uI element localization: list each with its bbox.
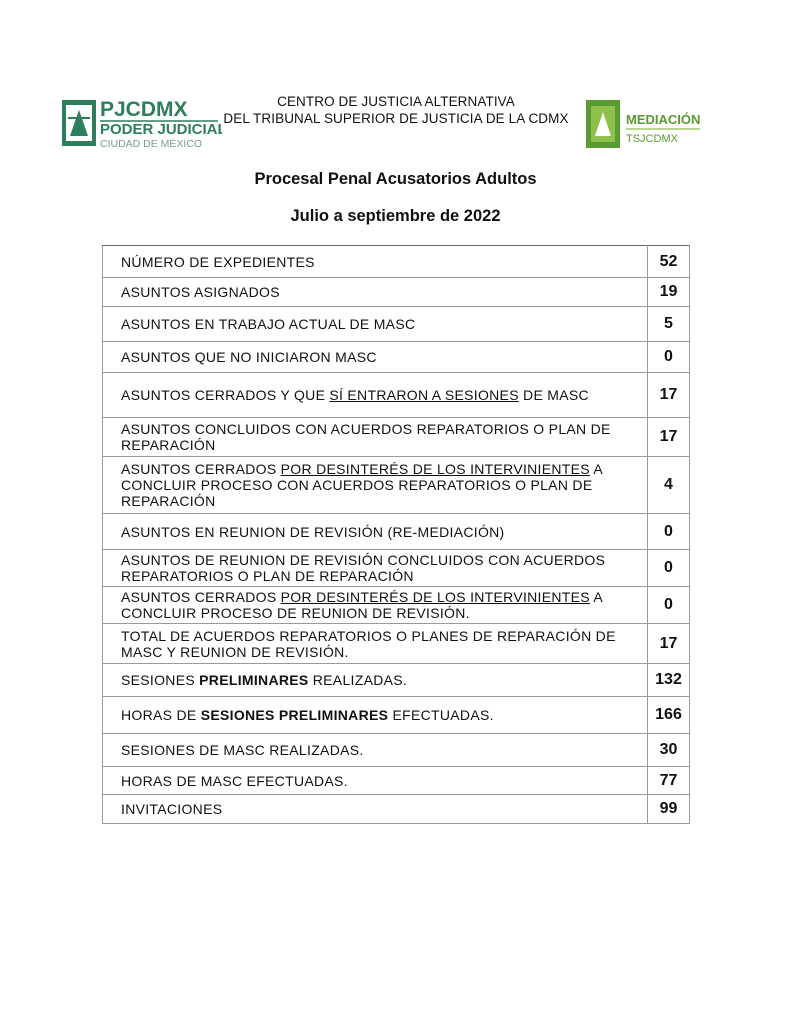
table-row <box>103 587 690 624</box>
table-row <box>103 246 690 278</box>
table-row <box>103 373 690 418</box>
row-label-part: ASUNTOS DE REUNION DE REVISIÓN CONCLUIDOS CON ACUERDOS REPARATORIOS O PLAN DE REPARACIÓN <box>121 552 606 584</box>
row-value: 5 <box>648 307 690 342</box>
table-row <box>103 767 690 795</box>
row-label <box>103 767 648 795</box>
row-label <box>103 795 648 824</box>
row-label <box>103 373 648 418</box>
row-label <box>103 514 648 550</box>
row-value: 0 <box>648 514 690 550</box>
row-label-part: POR DESINTERÉS DE LOS INTERVINIENTES <box>280 589 590 605</box>
row-label <box>103 342 648 373</box>
row-label-part: HORAS DE MASC EFECTUADAS. <box>121 772 348 789</box>
row-value: 4 <box>648 457 690 514</box>
row-value: 99 <box>648 795 690 824</box>
row-label-part: EFECTUADAS. <box>388 707 494 723</box>
row-value: 52 <box>648 246 690 278</box>
row-value: 0 <box>648 550 690 587</box>
table-row <box>103 278 690 307</box>
row-label-part: ASUNTOS CERRADOS Y QUE <box>121 387 330 403</box>
table-row <box>103 734 690 767</box>
table-row <box>103 664 690 697</box>
row-label <box>103 697 648 734</box>
statistics-table-body <box>103 246 690 824</box>
row-label-part: PRELIMINARES <box>199 672 309 688</box>
row-label-part: DE MASC <box>518 387 589 403</box>
row-label <box>103 246 648 278</box>
table-row <box>103 418 690 457</box>
row-value: 0 <box>648 342 690 373</box>
logo-line3: CIUDAD DE MÉXICO <box>100 138 203 150</box>
row-value: 77 <box>648 767 690 795</box>
row-value: 30 <box>648 734 690 767</box>
row-value: 17 <box>648 624 690 664</box>
table-row <box>103 624 690 664</box>
row-value: 166 <box>648 697 690 734</box>
row-label-part: SÍ ENTRARON A SESIONES <box>329 387 519 403</box>
row-value: 19 <box>648 278 690 307</box>
row-label-part: TOTAL DE ACUERDOS REPARATORIOS O PLANES DE REPARACIÓN DE MASC Y REUNION DE REVISIÓN. <box>121 627 616 660</box>
row-label-part: SESIONES PRELIMINARES <box>200 707 389 723</box>
row-label <box>103 307 648 342</box>
row-label <box>103 664 648 697</box>
row-label-part: ASUNTOS QUE NO INICIARON MASC <box>121 349 377 365</box>
logo-line2: PODER JUDICIAL <box>100 121 222 138</box>
mediacion-line2: TSJCDMX <box>626 133 678 145</box>
table-row <box>103 307 690 342</box>
row-value: 132 <box>648 664 690 697</box>
row-label <box>103 550 648 587</box>
institution-line1: CENTRO DE JUSTICIA ALTERNATIVA <box>277 94 515 109</box>
row-label-part: ASUNTOS EN TRABAJO ACTUAL DE MASC <box>121 316 416 332</box>
row-value: 17 <box>648 373 690 418</box>
row-value: 0 <box>648 587 690 624</box>
row-label-part: ASUNTOS ASIGNADOS <box>121 284 280 300</box>
table-row <box>103 697 690 734</box>
institution-header <box>222 93 570 127</box>
pjcdmx-logo-graphic <box>62 96 222 152</box>
row-label-part: ASUNTOS CERRADOS <box>121 461 281 477</box>
institution-line2: DEL TRIBUNAL SUPERIOR DE JUSTICIA DE LA CDMX <box>223 111 569 126</box>
row-label-part: ASUNTOS CERRADOS <box>121 589 281 605</box>
table-row <box>103 457 690 514</box>
mediacion-logo <box>586 98 702 152</box>
row-label-part: SESIONES DE MASC REALIZADAS. <box>121 742 364 758</box>
report-period: Julio a septiembre de 2022 <box>290 207 501 225</box>
report-title: Procesal Penal Acusatorios Adultos <box>254 170 537 188</box>
row-label-part: INVITACIONES <box>121 801 223 817</box>
row-label <box>103 418 648 457</box>
row-label-part: A CONCLUIR PROCESO CON ACUERDOS REPARATORIOS O PLAN DE REPARACIÓN <box>121 461 603 509</box>
logo-line1: PJCDMX <box>100 98 188 121</box>
row-label-part: ASUNTOS EN REUNION DE REVISIÓN (RE-MEDIACIÓN) <box>121 523 505 540</box>
statistics-table <box>102 245 690 824</box>
row-label-part: HORAS DE <box>121 707 201 723</box>
row-label-part: NÚMERO DE EXPEDIENTES <box>121 253 315 270</box>
row-label-part: A CONCLUIR PROCESO DE REUNION DE REVISIÓN. <box>121 589 603 621</box>
row-label <box>103 457 648 514</box>
mediacion-line1: MEDIACIÓN <box>626 112 701 127</box>
row-label-part: SESIONES <box>121 672 200 688</box>
table-row <box>103 514 690 550</box>
table-row <box>103 550 690 587</box>
row-value: 17 <box>648 418 690 457</box>
table-row <box>103 795 690 824</box>
mediacion-logo-graphic <box>586 98 702 152</box>
table-row <box>103 342 690 373</box>
row-label-part: ASUNTOS CONCLUIDOS CON ACUERDOS REPARATORIOS O PLAN DE REPARACIÓN <box>121 421 611 453</box>
pjcdmx-logo <box>62 96 222 152</box>
row-label-part: POR DESINTERÉS DE LOS INTERVINIENTES <box>280 461 590 477</box>
row-label <box>103 624 648 664</box>
row-label-part: REALIZADAS. <box>308 672 408 688</box>
row-label <box>103 278 648 307</box>
row-label <box>103 734 648 767</box>
row-label <box>103 587 648 624</box>
